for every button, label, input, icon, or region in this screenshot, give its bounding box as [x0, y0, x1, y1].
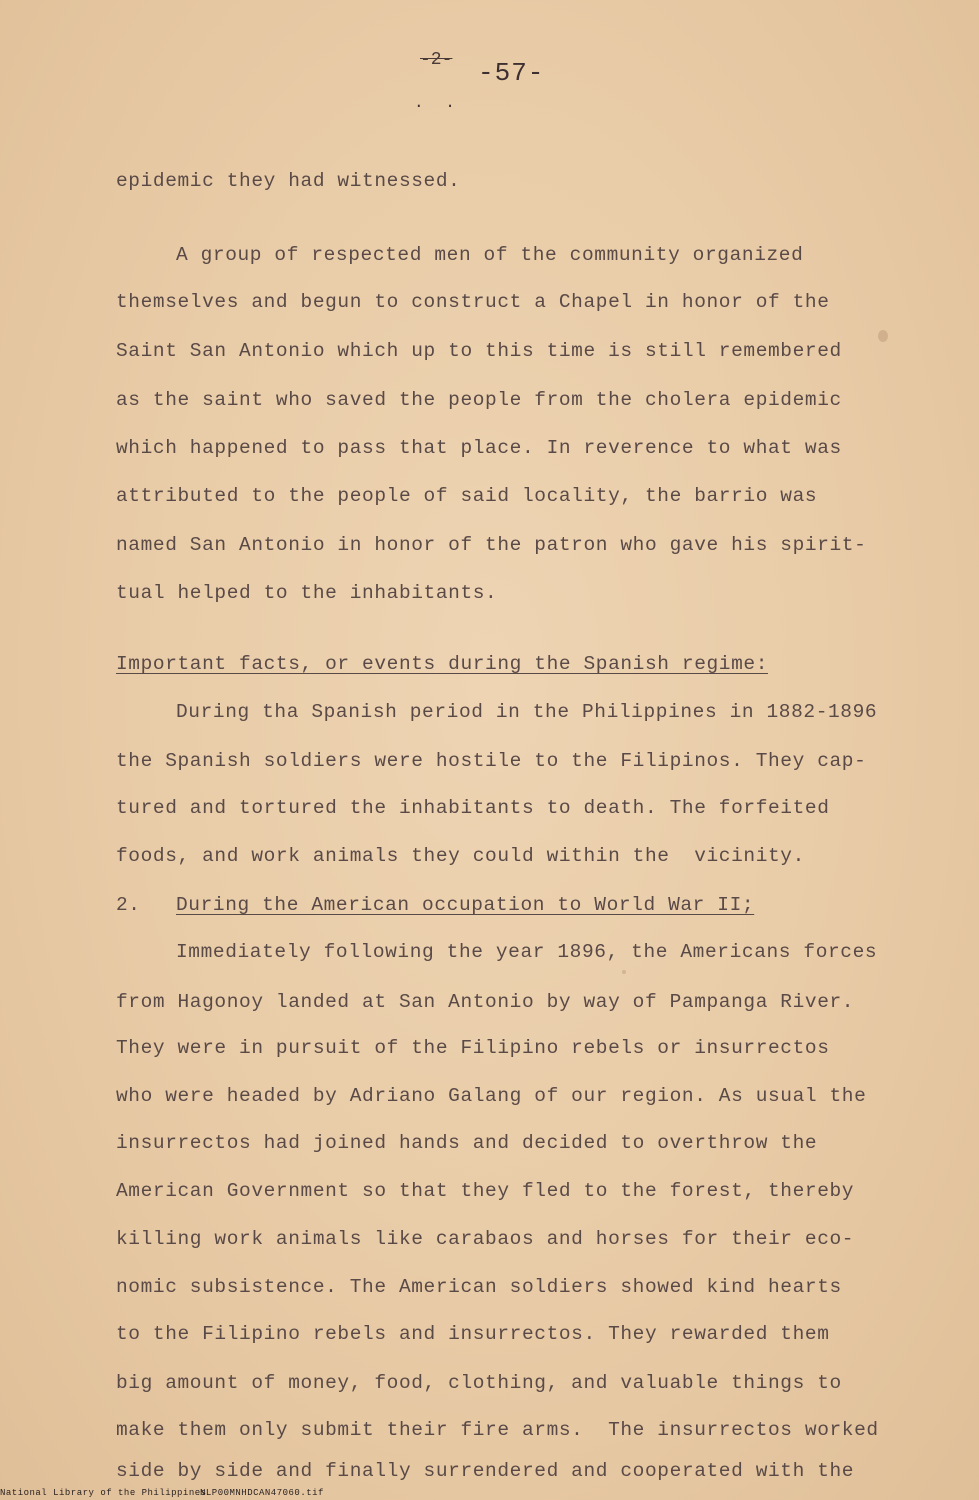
page-number: -57-	[478, 58, 545, 88]
footer-file: NLP00MNHDCAN47060.tif	[200, 1488, 324, 1498]
text-line: Saint San Antonio which up to this time is still remembered	[116, 340, 842, 362]
text-line: to the Filipino rebels and insurrectos. They rewarded them	[116, 1323, 830, 1345]
text-line: attributed to the people of said locality, the barrio was	[116, 485, 818, 507]
text-line: from Hagonoy landed at San Antonio by way of Pampanga River.	[116, 991, 855, 1013]
text-line: tured and tortured the inhabitants to death. The forfeited	[116, 797, 830, 819]
section-number: 2.	[116, 894, 141, 916]
text-line: A group of respected men of the community organized	[176, 244, 804, 266]
text-line: big amount of money, food, clothing, and valuable things to	[116, 1372, 842, 1394]
text-line: foods, and work animals they could within the vicinity.	[116, 845, 805, 867]
text-line: themselves and begun to construct a Chapel in honor of the	[116, 291, 830, 313]
text-line: named San Antonio in honor of the patron who gave his spirit-	[116, 534, 867, 556]
text-line: make them only submit their fire arms. The insurrectos worked	[116, 1419, 879, 1441]
dots: . .	[414, 94, 461, 112]
footer-source: National Library of the Philippines	[0, 1488, 207, 1498]
text-line: which happened to pass that place. In reverence to what was	[116, 437, 842, 459]
text-line: side by side and finally surrendered and cooperated with the	[116, 1460, 855, 1482]
section-heading: Important facts, or events during the Spanish regime:	[116, 653, 769, 675]
text-line: the Spanish soldiers were hostile to the Filipinos. They cap-	[116, 750, 867, 772]
text-line: American Government so that they fled to the forest, thereby	[116, 1180, 855, 1202]
paper-stain	[878, 330, 888, 342]
text-line: They were in pursuit of the Filipino rebels or insurrectos	[116, 1037, 830, 1059]
text-line: tual helped to the inhabitants.	[116, 582, 498, 604]
text-line: as the saint who saved the people from the cholera epidemic	[116, 389, 842, 411]
text-line: insurrectos had joined hands and decided to overthrow the	[116, 1132, 818, 1154]
text-line: During tha Spanish period in the Philippines in 1882-1896	[176, 701, 878, 723]
text-line: who were headed by Adriano Galang of our region. As usual the	[116, 1085, 867, 1107]
paper-stain	[622, 970, 626, 974]
text-line: killing work animals like carabaos and horses for their eco-	[116, 1228, 855, 1250]
section-heading: During the American occupation to World War II;	[176, 894, 755, 916]
text-line: epidemic they had witnessed.	[116, 170, 461, 192]
text-line: nomic subsistence. The American soldiers showed kind hearts	[116, 1276, 842, 1298]
text-line: Immediately following the year 1896, the Americans forces	[176, 941, 878, 963]
struck-page-number: -2-	[420, 50, 453, 70]
